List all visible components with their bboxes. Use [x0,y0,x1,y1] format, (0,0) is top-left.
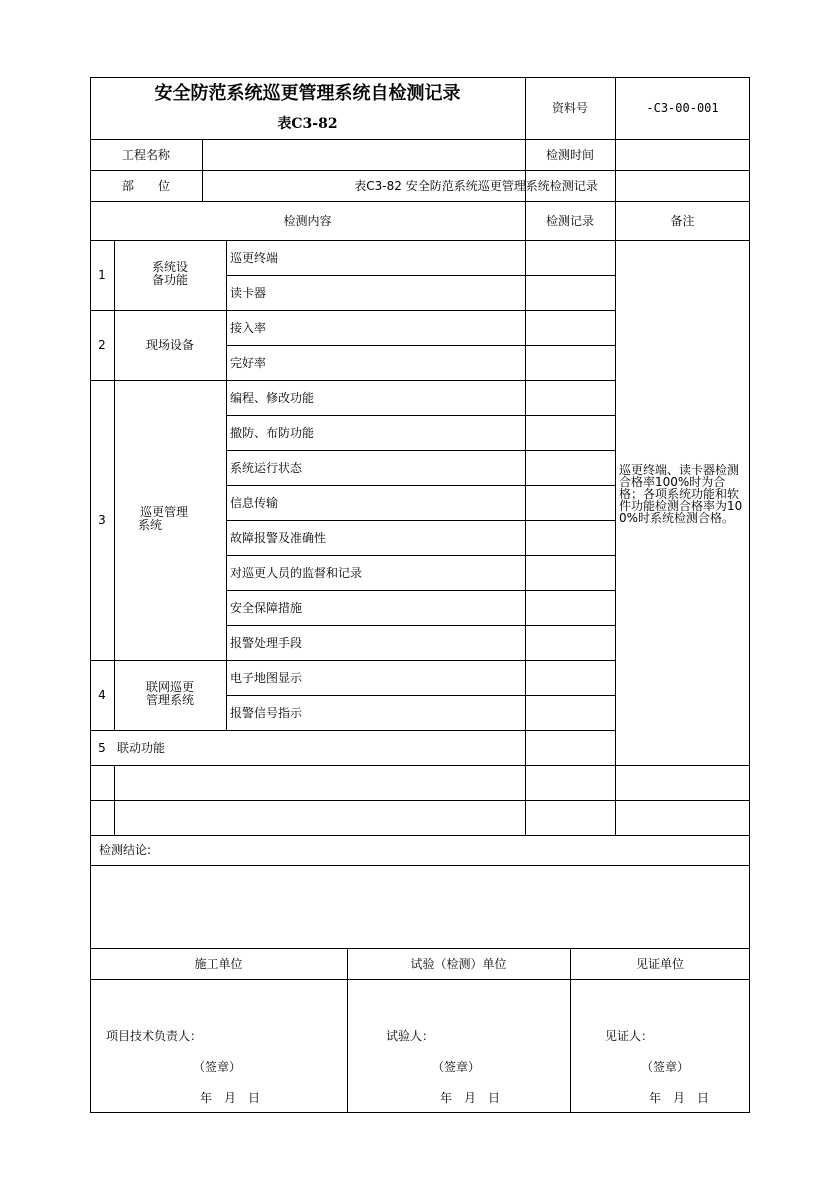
grid-line [226,520,615,521]
grid-line [90,380,615,381]
item-label: 巡更终端 [230,251,279,265]
grid-line [90,979,750,980]
item-label: 接入率 [230,321,267,335]
border-bottom [90,1112,750,1113]
construction-signer-label: 项目技术负责人： [106,1029,203,1043]
construction-stamp: （签章） [193,1060,242,1074]
item-label: 电子地图显示 [230,671,303,685]
grid-line [226,590,615,591]
item-label: 读卡器 [230,286,267,300]
column-header-content: 检测内容 [283,214,332,228]
group-name: 系统设 [151,260,188,274]
construction-unit-header: 施工单位 [194,957,243,971]
witness-date: 年 月 日 [649,1091,710,1105]
group-number: 4 [98,688,106,702]
witness-stamp: （签章） [641,1060,690,1074]
item-label: 撤防、布防功能 [230,426,315,440]
group-name: 联动功能 [117,741,166,755]
doc-no-label: 资料号 [551,101,588,115]
grid-line [226,485,615,486]
grid-line [226,450,615,451]
testing-signer-label: 试验人： [386,1029,435,1043]
item-label: 系统运行状态 [230,461,303,475]
construction-date: 年 月 日 [200,1091,261,1105]
item-label: 安全保障措施 [230,601,303,615]
group-name: 管理系统 [145,693,194,707]
grid-line [226,240,227,730]
item-label: 对巡更人员的监督和记录 [230,566,363,580]
grid-line [90,800,750,801]
group-name: 联网巡更 [145,680,194,694]
group-number: 1 [98,268,106,282]
part-label: 部 位 [121,179,170,193]
grid-line [114,765,115,835]
testing-date: 年 月 日 [440,1091,501,1105]
item-label: 报警处理手段 [230,636,303,650]
conclusion-label: 检测结论: [99,843,152,857]
inspection-time-label: 检测时间 [545,148,594,162]
group-number: 3 [98,513,106,527]
group-name: 现场设备 [145,338,194,352]
item-label: 编程、修改功能 [230,391,315,405]
testing-unit-header: 试验（检测）单位 [410,957,507,971]
grid-line [525,201,526,835]
item-label: 故障报警及准确性 [230,531,327,545]
witness-unit-header: 见证单位 [635,957,684,971]
witness-signer-label: 见证人： [605,1029,654,1043]
grid-line [90,730,615,731]
column-header-record: 检测记录 [545,214,594,228]
grid-line [615,201,616,835]
group-name: 系统 [138,518,163,532]
grid-line [226,415,615,416]
grid-line [226,695,615,696]
grid-line [90,310,615,311]
grid-line [90,170,750,171]
group-name: 巡更管理 [139,505,188,519]
item-label: 报警信号指示 [230,706,303,720]
inspection-form [90,77,750,1113]
grid-line [114,240,115,730]
remark-text: 巡更终端、读卡器检测合格率100%时为合格；各项系统功能和软件功能检测合格率为100%时系统检测合格。 [619,463,743,525]
grid-line [570,948,571,1113]
form-code: 表C3-82 [277,116,338,132]
part-value: 表C3-82 安全防范系统巡更管理系统检测记录 [354,179,598,193]
grid-line [226,555,615,556]
form-title: 安全防范系统巡更管理系统自检测记录 [154,83,461,104]
grid-line [90,865,750,866]
group-number: 5 [98,741,106,755]
grid-line [347,948,348,1113]
grid-line [90,765,750,766]
grid-line [90,948,750,949]
project-label: 工程名称 [121,148,170,162]
grid-line [90,201,750,202]
grid-line [226,275,615,276]
group-number: 2 [98,338,106,352]
grid-line [90,835,750,836]
column-header-remark: 备注 [670,214,695,228]
border-top [90,77,750,78]
item-label: 信息传输 [230,496,279,510]
doc-no: -C3-00-001 [646,101,719,115]
grid-line [226,345,615,346]
grid-line [90,240,750,241]
grid-line [90,139,750,140]
item-label: 完好率 [230,356,267,370]
grid-line [226,625,615,626]
grid-line [90,660,615,661]
group-name: 备功能 [151,273,188,287]
testing-stamp: （签章） [432,1060,481,1074]
